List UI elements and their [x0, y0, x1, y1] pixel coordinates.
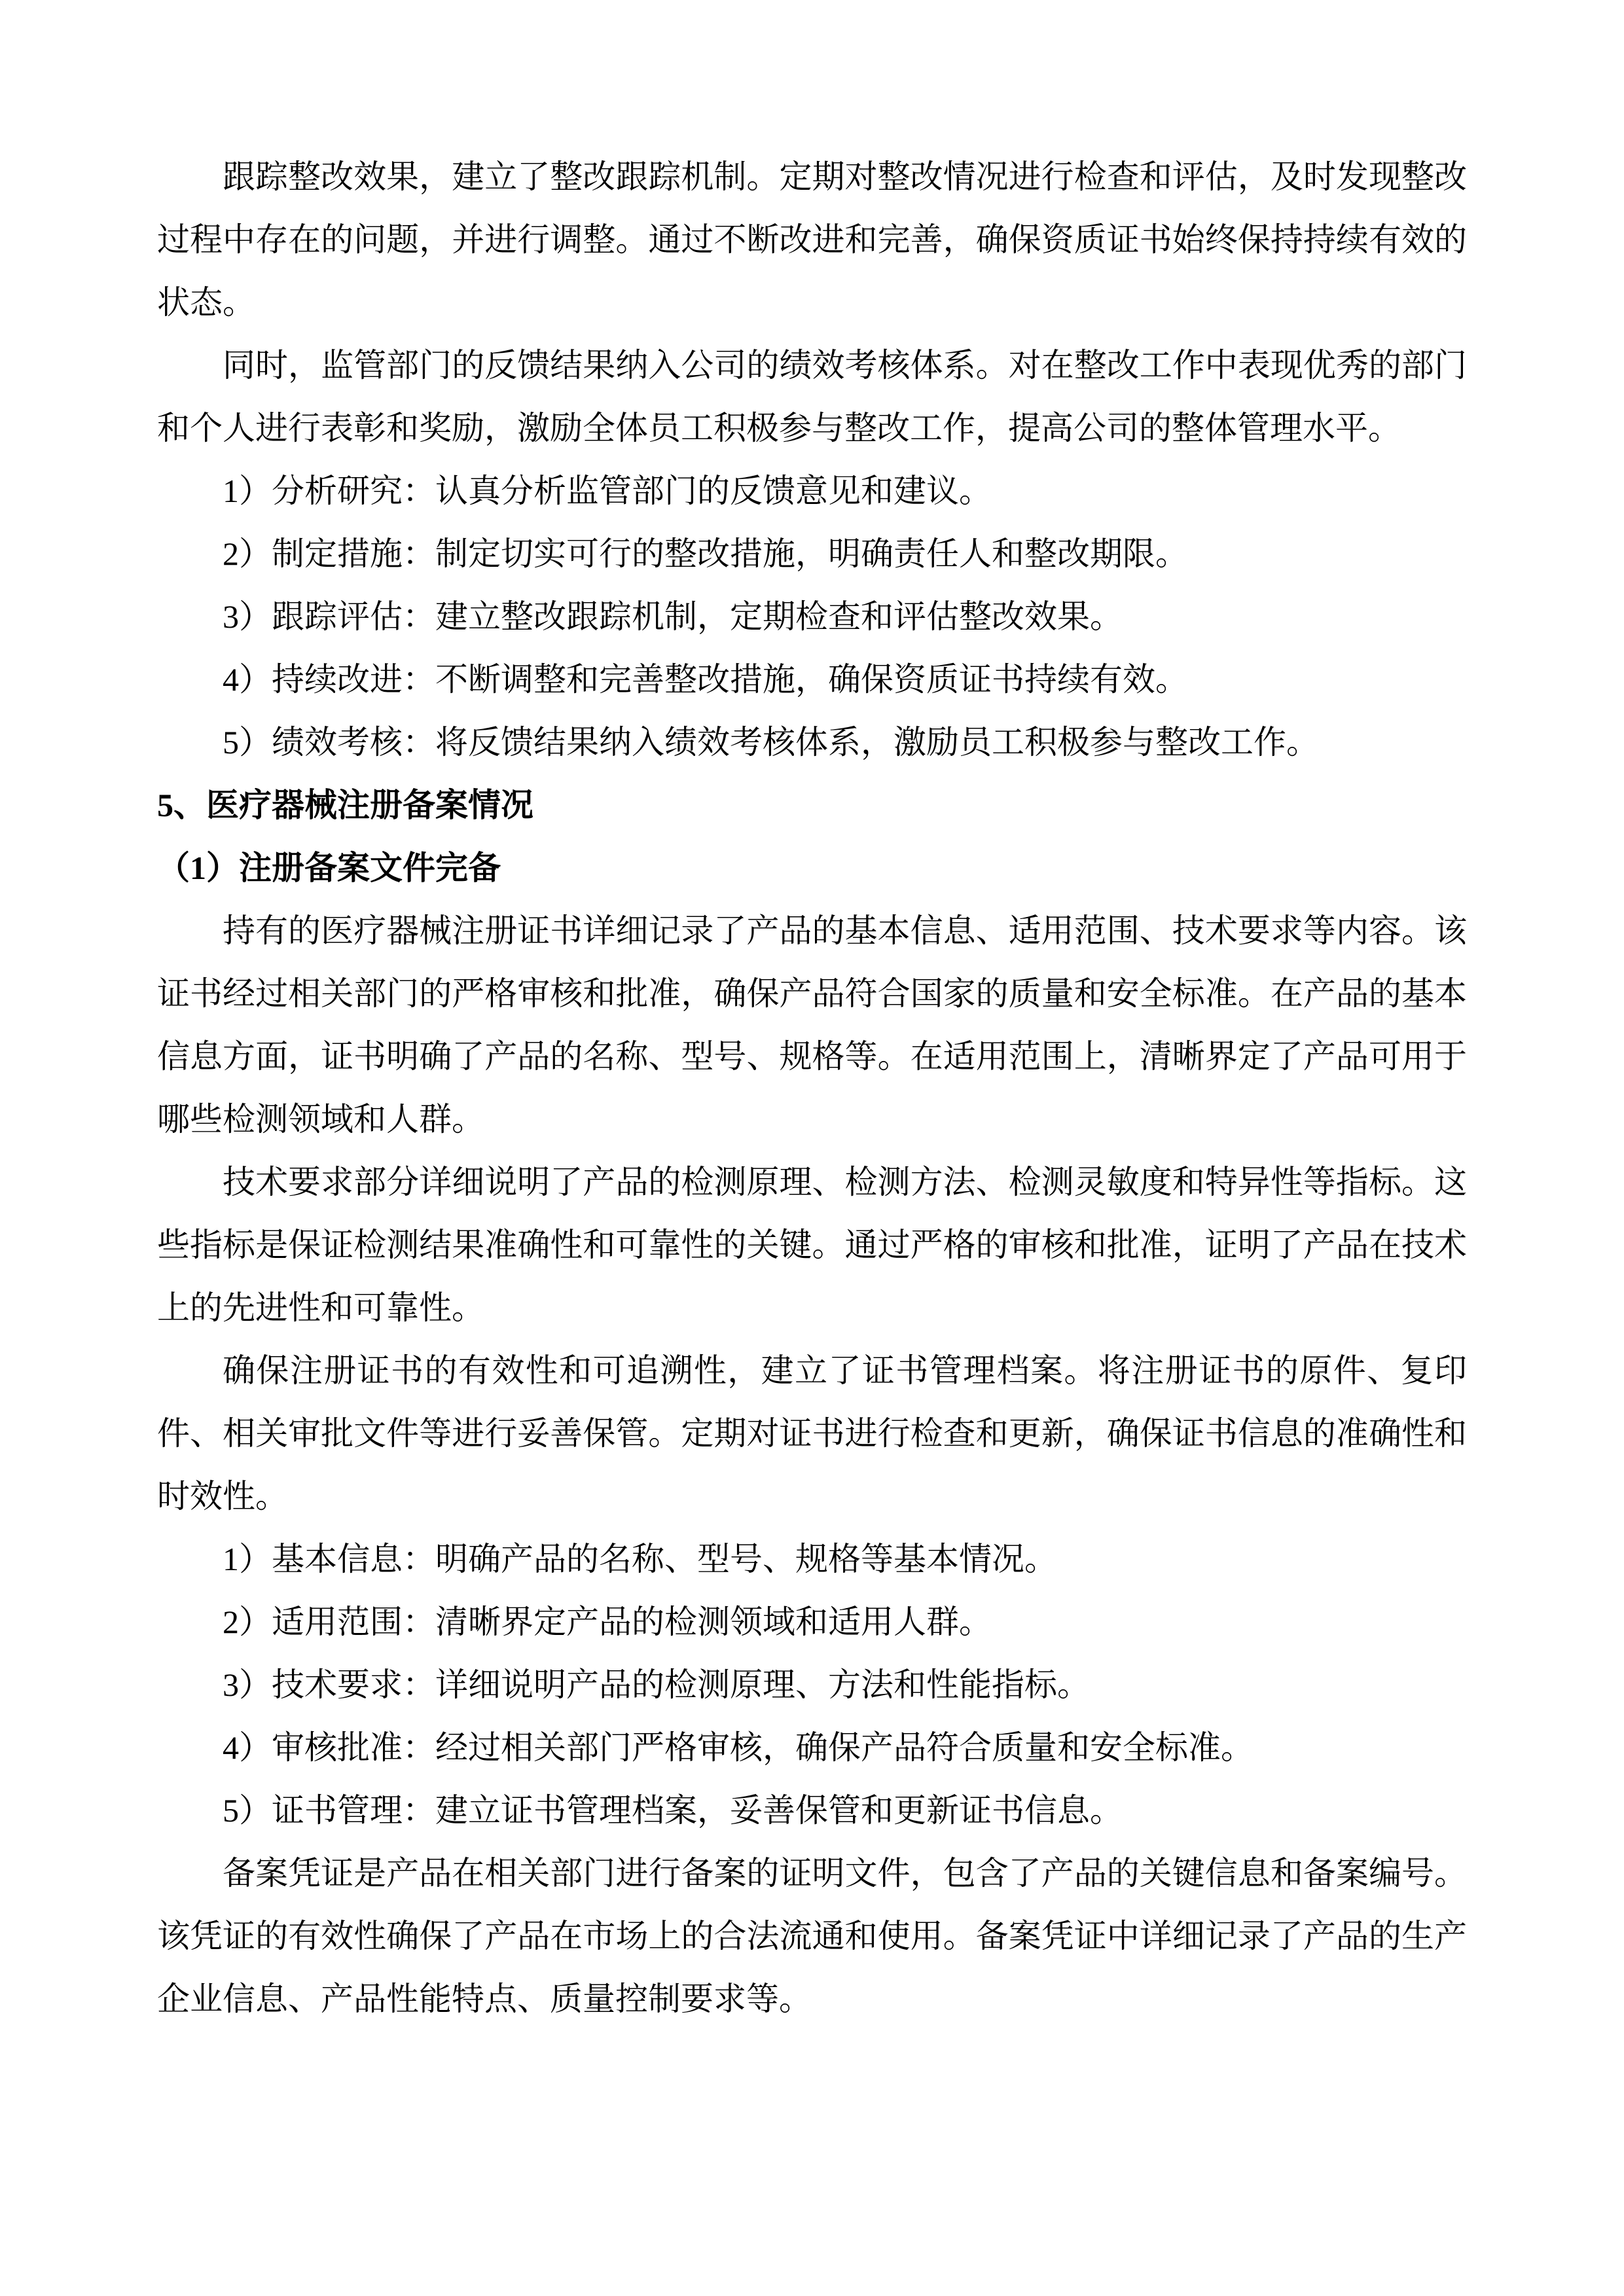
- body-paragraph: 跟踪整改效果，建立了整改跟踪机制。定期对整改情况进行检查和评估，及时发现整改过程中存在的问题，并进行调整。通过不断改进和完善，确保资质证书始终保持持续有效的状态。: [157, 158, 1467, 321]
- list-item: 5）绩效考核：将反馈结果纳入绩效考核体系，激励员工积极参与整改工作。: [223, 724, 1319, 761]
- list-item: 4）持续改进：不断调整和完善整改措施，确保资质证书持续有效。: [223, 661, 1188, 698]
- list-item: 5）证书管理：建立证书管理档案，妥善保管和更新证书信息。: [223, 1792, 1123, 1829]
- body-paragraph: 备案凭证是产品在相关部门进行备案的证明文件，包含了产品的关键信息和备案编号。该凭证的有效性确保了产品在市场上的合法流通和使用。备案凭证中详细记录了产品的生产企业信息、产品性能特点、质量控制要求等。: [157, 1855, 1467, 2017]
- body-paragraph: 确保注册证书的有效性和可追溯性，建立了证书管理档案。将注册证书的原件、复印件、相关审批文件等进行妥善保管。定期对证书进行检查和更新，确保证书信息的准确性和时效性。: [157, 1352, 1467, 1515]
- body-paragraph: 同时，监管部门的反馈结果纳入公司的绩效考核体系。对在整改工作中表现优秀的部门和个人进行表彰和奖励，激励全体员工积极参与整改工作，提高公司的整体管理水平。: [157, 347, 1467, 446]
- document-content: [157, 145, 1467, 2030]
- list-item: 3）技术要求：详细说明产品的检测原理、方法和性能指标。: [223, 1666, 1090, 1703]
- list-item: 2）制定措施：制定切实可行的整改措施，明确责任人和整改期限。: [223, 535, 1188, 572]
- body-paragraph: 持有的医疗器械注册证书详细记录了产品的基本信息、适用范围、技术要求等内容。该证书经过相关部门的严格审核和批准，确保产品符合国家的质量和安全标准。在产品的基本信息方面，证书明确了产品的名称、型号、规格等。在适用范围上，清晰界定了产品可用于哪些检测领域和人群。: [157, 912, 1467, 1138]
- subsection-heading: （1）注册备案文件完备: [157, 850, 501, 886]
- list-item: 2）适用范围：清晰界定产品的检测领域和适用人群。: [223, 1604, 992, 1640]
- list-item: 4）审核批准：经过相关部门严格审核，确保产品符合质量和安全标准。: [223, 1729, 1254, 1766]
- list-item: 1）基本信息：明确产品的名称、型号、规格等基本情况。: [223, 1541, 1057, 1577]
- body-paragraph: 技术要求部分详细说明了产品的检测原理、检测方法、检测灵敏度和特异性等指标。这些指标是保证检测结果准确性和可靠性的关键。通过严格的审核和批准，证明了产品在技术上的先进性和可靠性。: [157, 1164, 1467, 1326]
- section-heading: 5、医疗器械注册备案情况: [157, 787, 533, 823]
- list-item: 3）跟踪评估：建立整改跟踪机制，定期检查和评估整改效果。: [223, 598, 1123, 635]
- list-item: 1）分析研究：认真分析监管部门的反馈意见和建议。: [223, 473, 992, 509]
